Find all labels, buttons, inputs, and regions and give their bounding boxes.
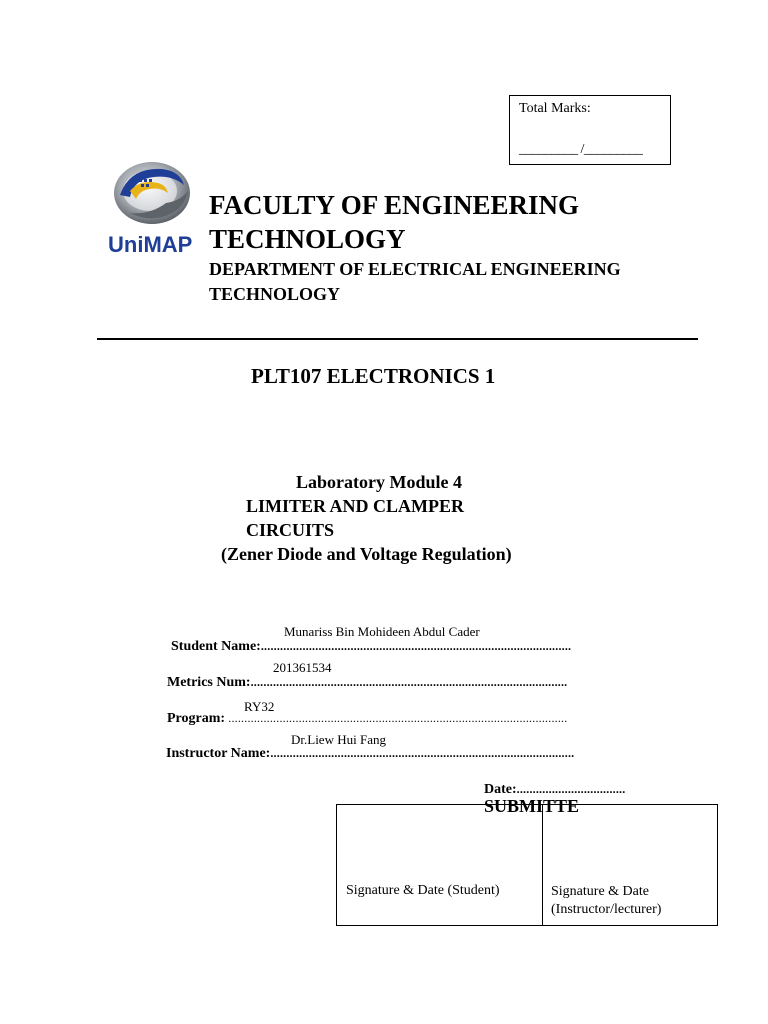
- program-field: [167, 709, 567, 727]
- instructor-signature-label: [551, 883, 661, 919]
- signature-table-divider: [542, 805, 543, 925]
- faculty-title-line1: FACULTY OF ENGINEERING: [209, 190, 580, 220]
- department-title: [209, 257, 621, 307]
- logo-text: UniMAP: [108, 232, 193, 257]
- faculty-title: [209, 188, 579, 256]
- header-divider: [97, 338, 698, 340]
- metrics-num-field: [167, 673, 567, 691]
- student-name-label: Student Name:: [171, 639, 261, 654]
- lab-title-line2: CIRCUITS: [246, 520, 335, 540]
- instructor-name-label: Instructor Name:: [166, 746, 271, 761]
- lab-title-line1: LIMITER AND CLAMPER: [246, 496, 465, 516]
- metrics-num-value: 201361534: [273, 660, 332, 675]
- lab-subtitle: (Zener Diode and Voltage Regulation): [221, 544, 512, 564]
- department-title-line2: TECHNOLOGY: [209, 284, 341, 304]
- metrics-num-dots: ...................................................................................................: [250, 675, 568, 689]
- faculty-title-line2: TECHNOLOGY: [209, 224, 406, 254]
- instructor-name-field: [166, 744, 574, 762]
- instructor-signature-line1: Signature & Date: [551, 884, 649, 899]
- submitted-label: SUBMITTE: [484, 796, 580, 816]
- unimap-logo: [106, 155, 198, 263]
- total-marks-blank: _________ /_________: [519, 142, 643, 157]
- total-marks-label: Total Marks:: [519, 101, 591, 116]
- department-title-line1: DEPARTMENT OF ELECTRICAL ENGINEERING: [209, 259, 621, 279]
- total-marks-box: [509, 95, 671, 165]
- student-name-field: [171, 637, 571, 655]
- student-signature-label: Signature & Date (Student): [346, 883, 500, 898]
- date-dots: ..................................: [516, 782, 626, 796]
- instructor-name-dots: ...............................................................................................: [270, 746, 575, 760]
- metrics-num-label: Metrics Num:: [167, 675, 251, 690]
- unimap-logo-emblem: [106, 155, 198, 263]
- program-dots: ..........................................................................................................: [225, 711, 568, 725]
- signature-table: [336, 804, 718, 926]
- date-label: Date:: [484, 782, 517, 797]
- lab-module-number: Laboratory Module 4: [296, 472, 462, 492]
- course-title: PLT107 ELECTRONICS 1: [251, 364, 496, 388]
- student-name-dots: .................................................................................................: [260, 639, 572, 653]
- instructor-name-value: Dr.Liew Hui Fang: [291, 732, 386, 747]
- program-value: RY32: [244, 699, 275, 714]
- student-name-value: Munariss Bin Mohideen Abdul Cader: [284, 624, 480, 639]
- instructor-signature-line2: (Instructor/lecturer): [551, 902, 662, 917]
- program-label: Program:: [167, 711, 226, 726]
